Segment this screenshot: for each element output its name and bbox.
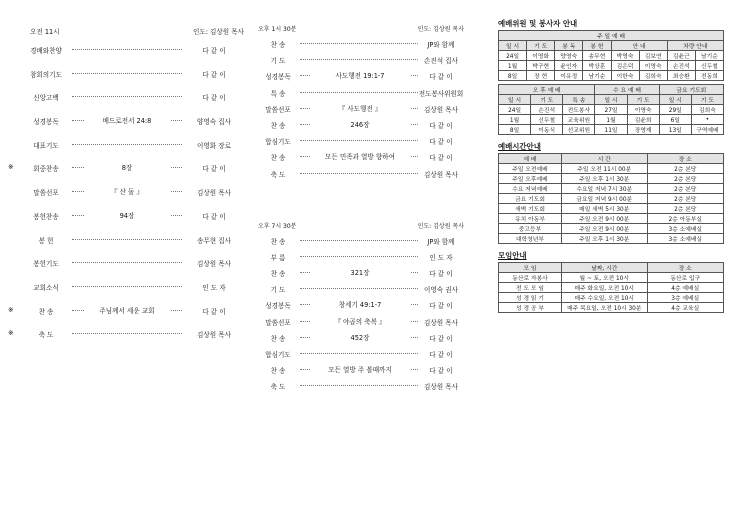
order-label: 축 도: [38, 331, 54, 340]
info-tables: [498, 18, 724, 313]
table-cell: 남기순: [583, 71, 611, 81]
table-cell: 2층 본당: [647, 204, 724, 214]
table-row: [499, 194, 724, 204]
table-row: [499, 184, 724, 194]
leader-dots: [72, 333, 182, 334]
afternoon-evening-services: [258, 24, 464, 398]
order-detail: 『 야곱의 축복 』: [310, 316, 410, 326]
order-item: [258, 381, 464, 397]
standing-mark: ※: [8, 329, 14, 338]
order-label: 찬 송: [270, 367, 286, 376]
order-person: 다 같 이: [202, 212, 226, 221]
order-label: 합심기도: [265, 138, 291, 147]
morning-service: [8, 26, 244, 353]
table-cell: 2층 본당: [647, 164, 724, 174]
order-person: 다 같 이: [202, 307, 226, 316]
table-cell: 성 경 읽 기: [499, 293, 562, 303]
table-cell: 24일: [499, 105, 531, 115]
table-cell: 선교위원: [563, 125, 595, 135]
table-cell: 4층 예배실: [647, 283, 724, 293]
order-item: [8, 69, 244, 93]
table-cell: 유치 아동부: [499, 214, 562, 224]
order-item: [258, 333, 464, 349]
order-item: [8, 140, 244, 164]
order-item: [8, 163, 244, 187]
order-person: 다 같 이: [429, 121, 453, 130]
order-person: 인 도 자: [429, 253, 453, 262]
table-cell: 3층 소예배실: [647, 234, 724, 244]
volunteers-sunday-table: [498, 30, 724, 81]
table-row: [499, 204, 724, 214]
table-cell: 김희숙: [639, 71, 667, 81]
order-item: [258, 71, 464, 87]
order-detail: 321장: [310, 267, 410, 277]
order-label: 찬 송: [38, 307, 54, 316]
order-detail: 『 산 돌 』: [84, 186, 170, 196]
order-person: 다 같 이: [429, 367, 453, 376]
table-cell: 주일 오전예배: [499, 164, 562, 174]
leader-dots: [72, 286, 182, 287]
header-cell: 예 배: [499, 154, 562, 164]
table-cell: 장영재: [627, 125, 659, 135]
leader-dots: [300, 256, 418, 257]
order-detail: 주님께서 세운 교회: [84, 305, 170, 315]
order-label: 찬 송: [270, 270, 286, 279]
order-item: [258, 252, 464, 268]
order-label: 봉 헌: [38, 236, 54, 245]
order-label: 기 도: [270, 286, 286, 295]
table-cell: 수요 저녁예배: [499, 184, 562, 194]
table-cell: 2층 본당: [647, 174, 724, 184]
order-item: [258, 284, 464, 300]
evening-leader: 인도: 김상원 목사: [417, 222, 464, 230]
table-cell: 금요 기도회: [499, 194, 562, 204]
table-cell: 이동식: [531, 125, 563, 135]
table-cell: 주일 오전 9시 00분: [562, 214, 648, 224]
order-label: 말씀선포: [265, 105, 291, 114]
order-item: [8, 282, 244, 306]
leader-dots: [300, 288, 418, 289]
order-person: 다 같 이: [429, 334, 453, 343]
leader-dots: [300, 240, 418, 241]
leader-dots: [300, 140, 418, 141]
standing-mark: ※: [8, 305, 14, 314]
header-cell: 안 내: [611, 41, 667, 51]
leader-dots: [300, 43, 418, 44]
order-item: [8, 211, 244, 235]
table-cell: 1월: [499, 61, 527, 71]
order-person: 다 같 이: [429, 73, 453, 82]
order-item: [258, 88, 464, 104]
table-cell: 이한숙: [611, 71, 639, 81]
table-header-row: [499, 41, 724, 51]
order-person: 다 같 이: [202, 165, 226, 174]
order-label: 회중찬송: [33, 165, 59, 174]
order-person: JP와 함께: [427, 41, 455, 49]
table-cell: 2층 본당: [647, 194, 724, 204]
table-cell: 박상훈: [583, 61, 611, 71]
table-cell: 주일 오전 11시 00분: [562, 164, 648, 174]
table-cell: 8일: [499, 125, 531, 135]
order-item: [8, 92, 244, 116]
table-cell: 2층 아동부실: [647, 214, 724, 224]
order-item: [8, 258, 244, 282]
leader-dots: [300, 59, 418, 60]
order-item: [8, 187, 244, 211]
order-person: 김상원 목사: [197, 189, 231, 198]
leader-dots: [72, 239, 182, 240]
header-cell: 봉 헌: [583, 41, 611, 51]
table-row: [499, 283, 724, 293]
evening-header: [258, 221, 464, 231]
volunteers-weekday-table: [498, 84, 724, 135]
table-cell: 주일 오후 1시 30분: [562, 234, 648, 244]
order-detail: 베드로전서 24:8: [84, 115, 170, 125]
leader-dots: [300, 173, 418, 174]
leader-dots: [72, 144, 182, 145]
table-cell: 이영화: [527, 51, 555, 61]
order-label: 말씀선포: [33, 189, 59, 198]
order-item: [8, 235, 244, 259]
order-label: 신앙고백: [33, 94, 59, 103]
table-row: [499, 293, 724, 303]
afternoon-time: 오후 1시 30분: [258, 26, 297, 33]
order-person: 인 도 자: [202, 283, 226, 292]
table-row: [499, 125, 724, 135]
order-item: [258, 120, 464, 136]
order-detail: 246장: [310, 119, 410, 129]
leader-dots: [72, 49, 182, 50]
header-cell: 시 간: [562, 154, 648, 164]
morning-time: 오전 11시: [30, 28, 60, 36]
table-cell: 매주 목요일, 오전 10시 30분: [562, 303, 648, 313]
wednesday-service-title: 수 요 예 배: [595, 85, 659, 95]
table-cell: 손진석: [667, 61, 695, 71]
table-cell: 남기순: [695, 51, 723, 61]
order-item: [258, 268, 464, 284]
table-cell: 김은덕: [611, 61, 639, 71]
order-label: 찬 송: [270, 237, 286, 246]
order-label: 합심기도: [265, 351, 291, 359]
order-label: 찬 송: [270, 41, 286, 49]
order-person: 이영숙 권사: [424, 286, 458, 295]
afternoon-leader: 인도: 김상원 목사: [417, 26, 464, 33]
order-item: [258, 300, 464, 316]
table-cell: 신두철: [531, 115, 563, 125]
order-person: 김상원 목사: [424, 383, 458, 392]
volunteers-title: 예배위원 및 봉사자 안내: [498, 19, 578, 28]
order-person: 김상원 목사: [197, 260, 231, 269]
header-cell: 일 시: [659, 95, 691, 105]
order-person: 다 같 이: [429, 270, 453, 279]
order-person: 다 같 이: [429, 302, 453, 311]
order-item: [258, 104, 464, 120]
table-cell: 주일 오전 9시 00분: [562, 224, 648, 234]
meetings-title: 모임안내: [498, 251, 527, 260]
table-cell: 전동희: [695, 71, 723, 81]
order-label: 대표기도: [33, 141, 59, 150]
table-cell: 4층 교육실: [647, 303, 724, 313]
table-cell: 새벽 기도회: [499, 204, 562, 214]
order-label: 부 름: [270, 253, 286, 262]
order-detail: 모든 열방 주 볼때까지: [310, 364, 410, 374]
order-person: 다 같 이: [202, 94, 226, 103]
header-cell: 기 도: [531, 95, 563, 105]
order-label: 찬 송: [270, 154, 286, 163]
leader-dots: [72, 73, 182, 74]
order-detail: 창세기 49:1-7: [310, 299, 410, 309]
table-row: [499, 234, 724, 244]
order-label: 축 도: [270, 383, 286, 392]
table-row: [499, 164, 724, 174]
table-cell: 전도봉사: [563, 105, 595, 115]
order-label: 축 도: [270, 170, 286, 179]
table-cell: 김윤희: [627, 115, 659, 125]
order-item: [258, 236, 464, 252]
order-person: 이영화 장로: [197, 141, 231, 150]
table-header-row: [499, 154, 724, 164]
afternoon-header: [258, 24, 464, 34]
meetings-table: [498, 262, 724, 313]
table-cell: 중고등부: [499, 224, 562, 234]
order-item: [8, 116, 244, 140]
order-item: [258, 152, 464, 168]
leader-dots: [72, 96, 182, 97]
table-cell: 24일: [499, 51, 527, 61]
table-cell: 6일: [659, 115, 691, 125]
table-cell: 교육위원: [563, 115, 595, 125]
table-cell: 동산로 입구: [647, 273, 724, 283]
table-row: [499, 51, 724, 61]
order-item: [258, 365, 464, 381]
order-label: 말씀선포: [265, 318, 291, 327]
order-detail: 모든 민족과 열방 향하여: [310, 151, 410, 161]
evening-time: 오후 7시 30분: [258, 222, 297, 230]
table-cell: 수요일 저녁 7시 30분: [562, 184, 648, 194]
order-person: 양영숙 집사: [197, 118, 231, 127]
table-cell: 1월: [499, 115, 531, 125]
header-cell: 봉 독: [555, 41, 583, 51]
table-cell: 박구현: [527, 61, 555, 71]
table-cell: •: [691, 115, 723, 125]
table-cell: 김보연: [639, 51, 667, 61]
order-label: 교회소식: [33, 283, 59, 292]
table-cell: 1월: [595, 115, 627, 125]
order-detail: 452장: [310, 332, 410, 342]
leader-dots: [300, 92, 418, 93]
table-cell: 대학청년부: [499, 234, 562, 244]
table-row: [499, 303, 724, 313]
header-cell: 특 송: [563, 95, 595, 105]
order-person: 다 같 이: [202, 70, 226, 79]
order-label: 기 도: [270, 57, 286, 66]
leader-dots: [72, 262, 182, 263]
header-cell: 기 도: [527, 41, 555, 51]
order-label: 찬 송: [270, 334, 286, 343]
order-item: [8, 45, 244, 69]
order-item: [258, 55, 464, 71]
order-item: [258, 349, 464, 365]
order-item: [8, 329, 244, 353]
order-person: 손진석 집사: [424, 57, 458, 66]
table-cell: 구역예배: [691, 125, 723, 135]
table-cell: 장 현: [527, 71, 555, 81]
table-cell: 최승환: [667, 71, 695, 81]
table-row: [499, 174, 724, 184]
table-cell: 월 ~ 토, 오전 10시: [562, 273, 648, 283]
table-header-row: [499, 95, 724, 105]
table-cell: 29일: [659, 105, 691, 115]
header-cell: 일 시: [595, 95, 627, 105]
leader-dots: [300, 353, 418, 354]
order-label: 봉헌기도: [33, 260, 59, 269]
header-cell: 일 시: [499, 41, 527, 51]
table-cell: 8일: [499, 71, 527, 81]
table-header-row: [499, 263, 724, 273]
table-cell: 3층 예배실: [647, 293, 724, 303]
order-item: [258, 317, 464, 333]
order-person: 김상원 목사: [424, 170, 458, 179]
order-item: [258, 136, 464, 152]
order-detail: 『 사도행전 』: [310, 103, 410, 113]
order-label: 성경봉독: [33, 118, 59, 127]
table-cell: 금요일 저녁 9시 00분: [562, 194, 648, 204]
table-cell: 매주 수요일, 오전 10시: [562, 293, 648, 303]
order-label: 성경봉독: [265, 73, 291, 82]
table-cell: 김희숙: [691, 105, 723, 115]
table-cell: 신두철: [695, 61, 723, 71]
header-cell: 일 시: [499, 95, 531, 105]
order-label: 봉헌찬송: [33, 212, 59, 221]
friday-prayer-title: 금요 기도회: [659, 85, 723, 95]
order-item: [258, 169, 464, 185]
header-cell: 장 소: [647, 263, 724, 273]
table-cell: 3층 소예배실: [647, 224, 724, 234]
leader-dots: [300, 385, 418, 386]
table-cell: 양영숙: [555, 51, 583, 61]
sunday-service-title: 주 일 예 배: [499, 31, 724, 41]
order-person: 다 같 이: [429, 154, 453, 163]
table-cell: 손진석: [531, 105, 563, 115]
table-cell: 주일 오후예배: [499, 174, 562, 184]
order-label: 성경봉독: [265, 302, 291, 311]
order-item: [258, 39, 464, 55]
standing-mark: ※: [8, 163, 14, 172]
table-cell: 13일: [659, 125, 691, 135]
order-item: [8, 306, 244, 330]
afternoon-service-title: 오 후 예 배: [499, 85, 595, 95]
header-cell: 날짜, 시간: [562, 263, 648, 273]
table-cell: 매주 화요일, 오전 10시: [562, 283, 648, 293]
header-cell: 기 도: [627, 95, 659, 105]
order-detail: 사도행전 19:1-7: [310, 70, 410, 80]
order-person: 다 같 이: [202, 47, 226, 55]
table-cell: 이영숙: [627, 105, 659, 115]
table-row: [499, 214, 724, 224]
table-row: [499, 273, 724, 283]
schedule-title: 예배시간안내: [498, 142, 541, 151]
order-person: 김상원 목사: [197, 331, 231, 340]
table-row: [499, 105, 724, 115]
table-row: [499, 224, 724, 234]
header-cell: 장 소: [647, 154, 724, 164]
table-cell: 윤인자: [555, 61, 583, 71]
table-cell: 김윤근: [667, 51, 695, 61]
table-row: [499, 61, 724, 71]
table-cell: 성 경 공 부: [499, 303, 562, 313]
order-person: JP와 함께: [427, 237, 455, 246]
table-cell: 이영숙: [639, 61, 667, 71]
order-label: 특 송: [270, 89, 286, 98]
order-person: 송무현 집사: [197, 236, 231, 245]
table-cell: 박영숙: [611, 51, 639, 61]
order-label: 참회의기도: [30, 70, 62, 79]
order-label: 찬 송: [270, 121, 286, 130]
table-cell: 송무현: [583, 51, 611, 61]
header-cell: 모 임: [499, 263, 562, 273]
order-detail: 8장: [84, 162, 170, 172]
table-cell: 주일 오후 1시 30분: [562, 174, 648, 184]
table-cell: 전 도 모 임: [499, 283, 562, 293]
table-cell: 동산로 자봉사: [499, 273, 562, 283]
order-person: 김상원 목사: [424, 318, 458, 327]
table-cell: 27일: [595, 105, 627, 115]
table-row: [499, 71, 724, 81]
header-cell: 차량 안내: [667, 41, 723, 51]
table-cell: 2층 본당: [647, 184, 724, 194]
morning-leader: 인도: 김상원 목사: [192, 28, 244, 36]
order-person: 다 같 이: [429, 138, 453, 147]
order-label: 경배와찬양: [30, 47, 62, 55]
table-cell: 매일 새벽 5시 30분: [562, 204, 648, 214]
order-person: 김상원 목사: [424, 105, 458, 114]
header-cell: 기 도: [691, 95, 723, 105]
table-row: [499, 115, 724, 125]
table-cell: 11일: [595, 125, 627, 135]
table-cell: 이유정: [555, 71, 583, 81]
order-person: 다 같 이: [429, 351, 453, 359]
schedule-table: [498, 153, 724, 244]
morning-header: [8, 26, 244, 38]
order-detail: 94장: [84, 210, 170, 220]
order-person: 전도봉사위원회: [418, 89, 464, 98]
